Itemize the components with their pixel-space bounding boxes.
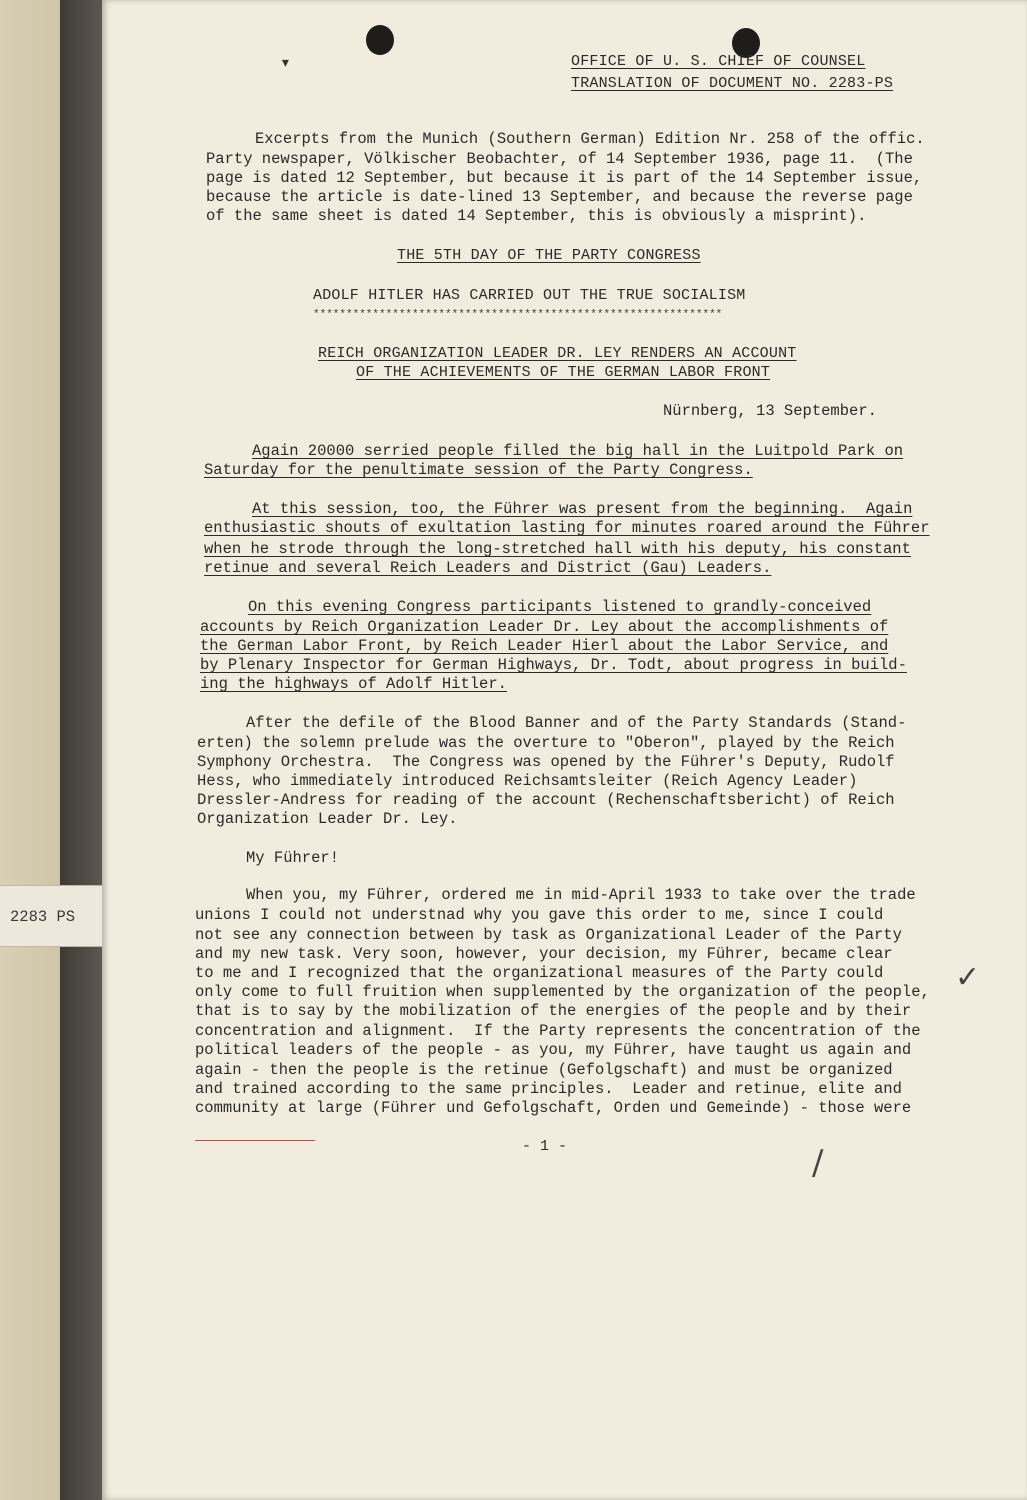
para5-line-9: political leaders of the people - as you, my Führer, have taught us again and [195,1041,912,1059]
para5-line-5: to me and I recognized that the organizational measures of the Party could [195,964,884,982]
para2-line-2: enthusiastic shouts of exultation lasting for minutes roared around the Führer [204,519,930,537]
margin-mark: ▾ [280,54,291,74]
headline-stars: ************************************************************** [313,309,723,321]
headline-ley-2: OF THE ACHIEVEMENTS OF THE GERMAN LABOR FRONT [356,364,771,381]
left-background-strip [0,0,60,1500]
intro-line-2: Party newspaper, Völkischer Beobachter, of 14 September 1936, page 11. (The [206,150,913,168]
para5-line-11: and trained according to the same principles. Leader and retinue, elite and [195,1080,902,1098]
pencil-margin-check: ✓ [955,960,981,995]
para1-line-1: Again 20000 serried people filled the big hall in the Luitpold Park on [252,442,904,460]
salutation: My Führer! [246,849,340,867]
side-label: 2283 PS [10,908,76,926]
para5-line-4: and my new task. Very soon, however, your decision, my Führer, became clear [195,945,893,963]
binding-edge [60,0,102,1500]
para5-line-6: only come to full fruition when supplemented by the organization of the people, [195,983,930,1001]
header-office: OFFICE OF U. S. CHIEF OF COUNSEL [571,53,866,70]
intro-line-4: because the article is date-lined 13 September, and because the reverse page [206,188,913,206]
headline-ley-1: REICH ORGANIZATION LEADER DR. LEY RENDERS AN ACCOUNT [318,345,797,362]
para3-line-4: by Plenary Inspector for German Highways, Dr. Todt, about progress in build- [200,656,907,674]
para4-line-3: Symphony Orchestra. The Congress was opened by the Führer's Deputy, Rudolf [197,753,895,771]
para5-line-1: When you, my Führer, ordered me in mid-April 1933 to take over the trade [246,886,916,904]
para2-line-3: when he strode through the long-stretched hall with his deputy, his constant [204,540,911,558]
intro-line-3: page is dated 12 September, but because it is part of the 14 September issue, [206,169,923,187]
para5-line-2: unions I could not understnad why you gave this order to me, since I could [195,906,884,924]
para5-line-10: again - then the people is the retinue (Gefolgschaft) and must be organized [195,1061,893,1079]
para5-line-8: concentration and alignment. If the Party represents the concentration of the [195,1022,921,1040]
pencil-slash-mark: / [812,1143,824,1183]
headline-socialism: ADOLF HITLER HAS CARRIED OUT THE TRUE SOCIALISM [313,287,746,304]
intro-line-1: Excerpts from the Munich (Southern German) Edition Nr. 258 of the offic. [255,130,925,148]
para2-line-1: At this session, too, the Führer was present from the beginning. Again [252,500,913,518]
para4-line-6: Organization Leader Dr. Ley. [197,810,458,828]
red-rule [195,1140,315,1141]
para3-line-3: the German Labor Front, by Reich Leader Hierl about the Labor Service, and [200,637,889,655]
para4-line-1: After the defile of the Blood Banner and of the Party Standards (Stand- [246,714,907,732]
para4-line-5: Dressler-Andress for reading of the account (Rechenschaftsbericht) of Reich [197,791,895,809]
para5-line-7: that is to say by the mobilization of the energies of the people and by their [195,1002,912,1020]
punch-hole-left [366,25,394,55]
para2-line-4: retinue and several Reich Leaders and District (Gau) Leaders. [204,559,772,577]
para5-line-3: not see any connection between by task as Organizational Leader of the Party [195,926,902,944]
header-translation: TRANSLATION OF DOCUMENT NO. 2283-PS [571,75,894,92]
para3-line-5: ing the highways of Adolf Hitler. [200,675,507,693]
headline-5th-day: THE 5TH DAY OF THE PARTY CONGRESS [397,247,701,264]
para1-line-2: Saturday for the penultimate session of the Party Congress. [204,461,753,479]
para4-line-4: Hess, who immediately introduced Reichsamtsleiter (Reich Agency Leader) [197,772,858,790]
page-number: - 1 - [522,1138,568,1155]
para4-line-2: erten) the solemn prelude was the overture to "Oberon", played by the Reich [197,734,895,752]
intro-line-5: of the same sheet is dated 14 September, this is obviously a misprint). [206,207,867,225]
para3-line-1: On this evening Congress participants listened to grandly-conceived [248,598,872,616]
dateline: Nürnberg, 13 September. [663,402,877,420]
para3-line-2: accounts by Reich Organization Leader Dr. Ley about the accomplishments of [200,618,889,636]
para5-line-12: community at large (Führer und Gefolgschaft, Orden und Gemeinde) - those were [195,1099,912,1117]
